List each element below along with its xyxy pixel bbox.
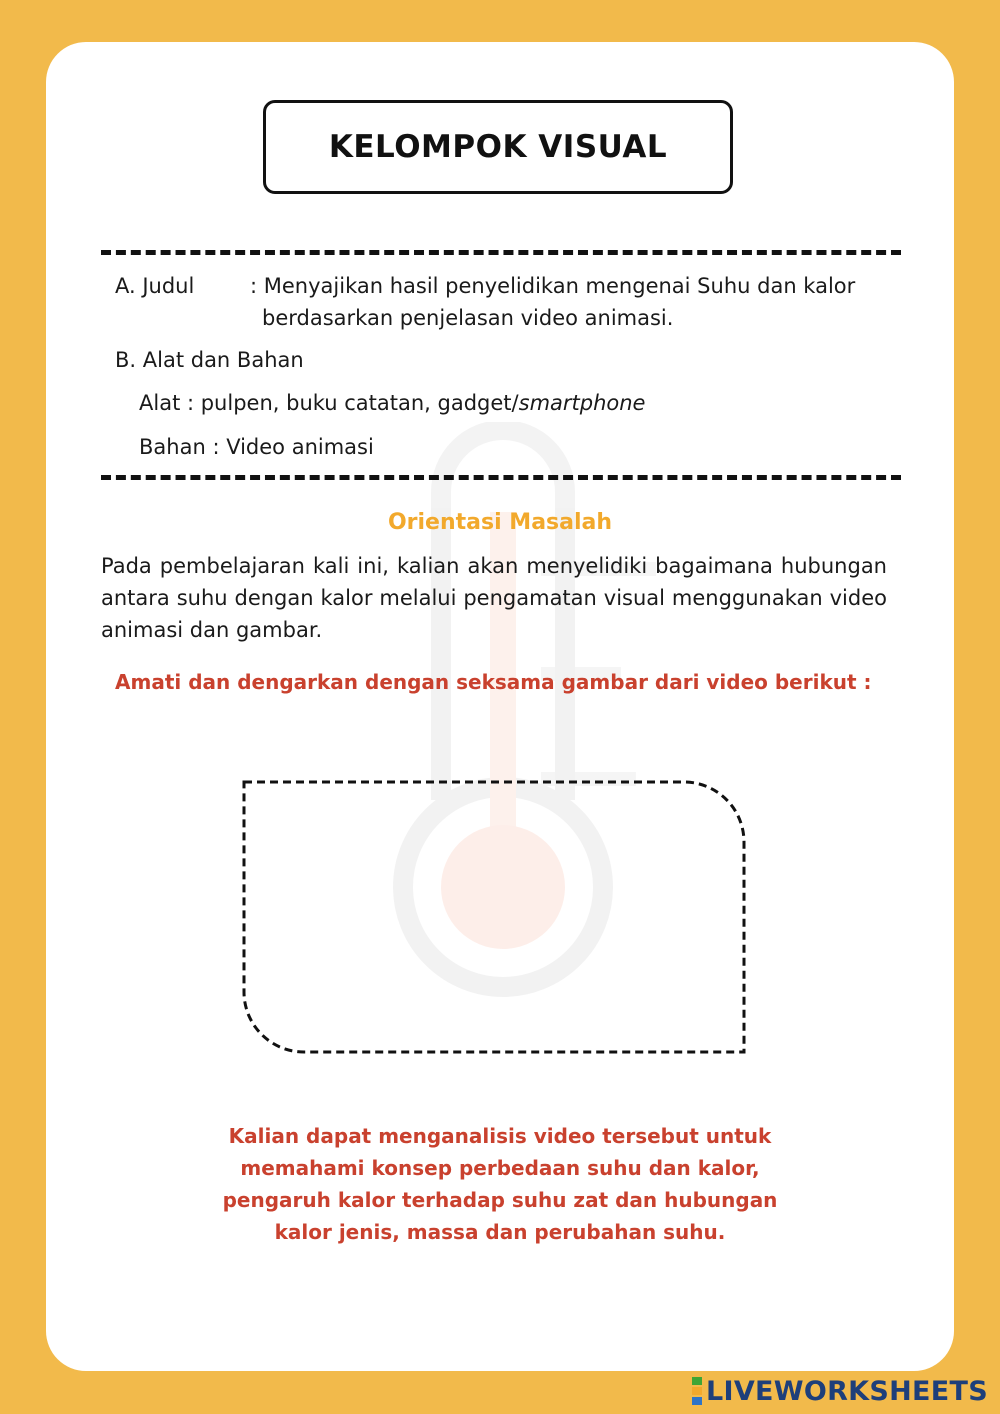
instruction-text: Amati dan dengarkan dengan seksama gambar dari video berikut : — [115, 670, 872, 694]
judul-line-2: berdasarkan penjelasan video animasi. — [262, 306, 674, 330]
orientasi-paragraph: Pada pembelajaran kali ini, kalian akan menyelidiki bagaimana hubungan antara suhu dengan kalor melalui pengamatan visual menggunakan video animasi dan gambar. — [101, 554, 887, 642]
title-box — [263, 100, 733, 194]
worksheet-card — [46, 42, 954, 1371]
bottom-divider — [101, 475, 901, 480]
bahan-line: Bahan : Video animasi — [139, 435, 374, 459]
closing-line-4: kalor jenis, massa dan perubahan suhu. — [274, 1220, 726, 1244]
alat-line — [139, 387, 645, 419]
alat-text: Alat : pulpen, buku catatan, gadget/ — [139, 391, 519, 415]
closing-line-3: pengaruh kalor terhadap suhu zat dan hubungan — [222, 1188, 778, 1212]
alat-italic: smartphone — [518, 391, 646, 415]
orientasi-title: Orientasi Masalah — [387, 510, 613, 535]
brand-logo — [692, 1372, 988, 1410]
video-placeholder[interactable] — [241, 779, 747, 1055]
judul-line-1: : Menyajikan hasil penyelidikan mengenai Suhu dan kalor — [250, 274, 856, 298]
brand-mark-icon — [692, 1376, 702, 1406]
alat-bahan-label: B. Alat dan Bahan — [115, 348, 304, 372]
closing-line-1: Kalian dapat menganalisis video tersebut untuk — [228, 1124, 772, 1148]
closing-line-2: memahami konsep perbedaan suhu dan kalor, — [240, 1156, 760, 1180]
page-title: KELOMPOK VISUAL — [328, 129, 668, 165]
judul-value — [250, 270, 890, 334]
brand-name: LIVEWORKSHEETS — [705, 1375, 988, 1407]
closing-text — [200, 1120, 800, 1248]
top-divider — [101, 250, 901, 255]
judul-label: A. Judul — [115, 274, 195, 298]
